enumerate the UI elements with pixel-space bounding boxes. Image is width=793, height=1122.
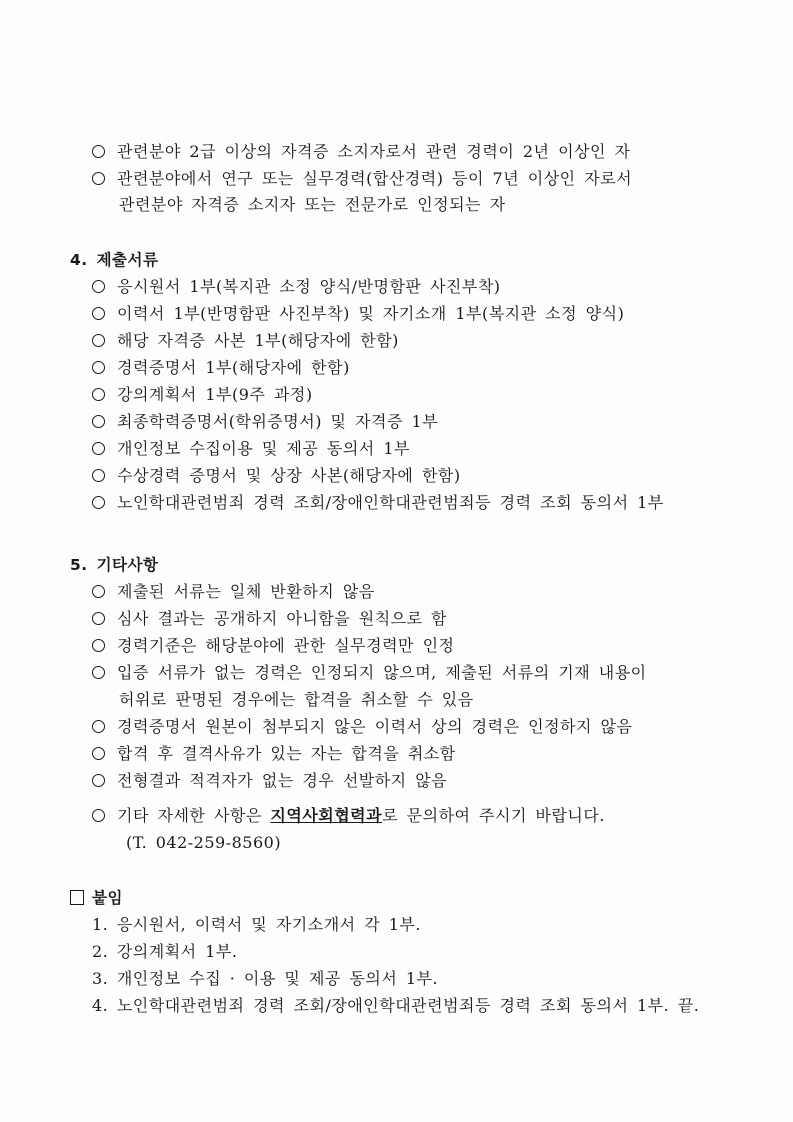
document-item: 최종학력증명서(학위증명서) 및 자격증 1부 [92, 411, 438, 433]
circle-bullet-icon [92, 469, 105, 482]
circle-bullet-icon [92, 442, 105, 455]
attachment-item: 1. 응시원서, 이력서 및 자기소개서 각 1부. [92, 915, 421, 934]
circle-bullet-icon [92, 666, 105, 679]
circle-bullet-icon [92, 361, 105, 374]
circle-bullet-icon [92, 809, 105, 822]
document-item: 해당 자격증 사본 1부(해당자에 한함) [92, 330, 399, 352]
notice-item: 경력증명서 원본이 첨부되지 않은 이력서 상의 경력은 인정하지 않음 [92, 716, 632, 738]
circle-bullet-icon [92, 415, 105, 428]
section-heading-other: 5. 기타사항 [70, 556, 159, 574]
document-item: 개인정보 수집이용 및 제공 동의서 1부 [92, 438, 410, 460]
notice-item: 제출된 서류는 일체 반환하지 않음 [92, 581, 375, 603]
circle-bullet-icon [92, 774, 105, 787]
circle-bullet-icon [92, 585, 105, 598]
attachment-item: 4. 노인학대관련범죄 경력 조회/장애인학대관련범죄등 경력 조회 동의서 1부. 끝. [92, 996, 700, 1015]
circle-bullet-icon [92, 388, 105, 401]
qualification-item: 관련분야 2급 이상의 자격증 소지자로서 관련 경력이 2년 이상인 자 [92, 141, 631, 163]
department-name: 지역사회협력과 [270, 806, 383, 825]
document-item: 응시원서 1부(복지관 소정 양식/반명함판 사진부착) [92, 276, 501, 298]
qualification-item: 관련분야에서 연구 또는 실무경력(합산경력) 등이 7년 이상인 자로서 [92, 168, 632, 190]
notice-item: 심사 결과는 공개하지 아니함을 원칙으로 함 [92, 608, 447, 630]
circle-bullet-icon [92, 334, 105, 347]
contact-phone: (T. 042-259-8560) [126, 833, 282, 852]
notice-item: 합격 후 결격사유가 있는 자는 합격을 취소함 [92, 743, 456, 765]
section-heading-documents: 4. 제출서류 [70, 251, 159, 269]
contact-item: 기타 자세한 사항은 지역사회협력과로 문의하여 주시기 바랍니다. [92, 805, 605, 827]
qualification-item-continued: 관련분야 자격증 소지자 또는 전문가로 인정되는 자 [119, 195, 506, 214]
document-item: 경력증명서 1부(해당자에 한함) [92, 357, 350, 379]
document-item: 노인학대관련범죄 경력 조회/장애인학대관련범죄등 경력 조회 동의서 1부 [92, 492, 664, 514]
document-item: 수상경력 증명서 및 상장 사본(해당자에 한함) [92, 465, 461, 487]
circle-bullet-icon [92, 145, 105, 158]
circle-bullet-icon [92, 307, 105, 320]
circle-bullet-icon [92, 747, 105, 760]
attachment-item: 3. 개인정보 수집 · 이용 및 제공 동의서 1부. [92, 969, 439, 988]
document-item: 강의계획서 1부(9주 과정) [92, 384, 313, 406]
circle-bullet-icon [92, 612, 105, 625]
circle-bullet-icon [92, 280, 105, 293]
notice-item: 입증 서류가 없는 경력은 인정되지 않으며, 제출된 서류의 기재 내용이 [92, 662, 647, 684]
notice-item-continued: 허위로 판명된 경우에는 합격을 취소할 수 있음 [119, 690, 474, 709]
notice-item: 전형결과 적격자가 없는 경우 선발하지 않음 [92, 770, 447, 792]
document-item: 이력서 1부(반명함판 사진부착) 및 자기소개 1부(복지관 소정 양식) [92, 303, 624, 325]
checkbox-square-icon [70, 890, 84, 905]
circle-bullet-icon [92, 172, 105, 185]
circle-bullet-icon [92, 639, 105, 652]
notice-item: 경력기준은 해당분야에 관한 실무경력만 인정 [92, 635, 455, 657]
attachments-heading: 붙임 [70, 887, 123, 909]
attachment-item: 2. 강의계획서 1부. [92, 942, 238, 961]
circle-bullet-icon [92, 720, 105, 733]
circle-bullet-icon [92, 496, 105, 509]
